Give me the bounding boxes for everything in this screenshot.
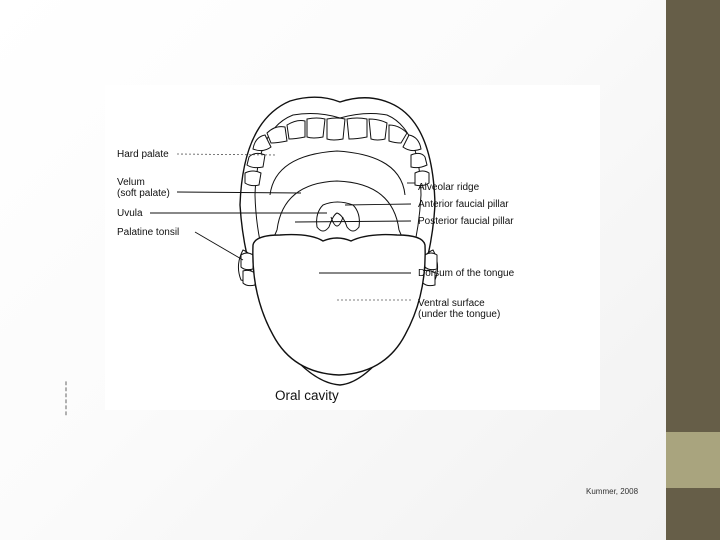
label-dorsum-of-tongue: Dorsum of the tongue (418, 268, 515, 279)
leader-velum (177, 192, 301, 193)
side-accent-bar-top (666, 0, 720, 432)
diagram-title: Oral cavity (275, 388, 339, 403)
label-alveolar-ridge: Alveolar ridge (418, 182, 480, 193)
label-palatine-tonsil: Palatine tonsil (117, 227, 180, 238)
velum-arch (277, 181, 399, 230)
leader-anterior-pillar (345, 204, 411, 205)
scan-margin-mark: ▮▮▮▮▮▮ (63, 380, 69, 416)
label-ventral-surface-line1: Ventral surface (418, 298, 485, 309)
label-uvula: Uvula (117, 208, 143, 219)
side-accent-bar-middle (666, 432, 720, 488)
side-accent-bar-bottom (666, 488, 720, 540)
label-ventral-surface-line2: (under the tongue) (418, 309, 501, 320)
hard-palate-arch (270, 151, 405, 195)
leader-tonsil (195, 232, 243, 260)
source-credit: Kummer, 2008 (586, 487, 639, 496)
label-velum-line1: Velum (117, 177, 145, 188)
label-posterior-faucial-pillar: Posterior faucial pillar (418, 216, 514, 227)
label-hard-palate: Hard palate (117, 149, 169, 160)
oral-cavity-figure (105, 85, 600, 410)
tongue-shape (253, 235, 425, 375)
oral-cavity-diagram (105, 85, 600, 410)
uvula-shape (317, 202, 360, 231)
leader-posterior-pillar (295, 221, 411, 222)
upper-teeth (245, 118, 429, 186)
label-velum-line2: (soft palate) (117, 188, 170, 199)
label-anterior-faucial-pillar: Anterior faucial pillar (418, 199, 509, 210)
